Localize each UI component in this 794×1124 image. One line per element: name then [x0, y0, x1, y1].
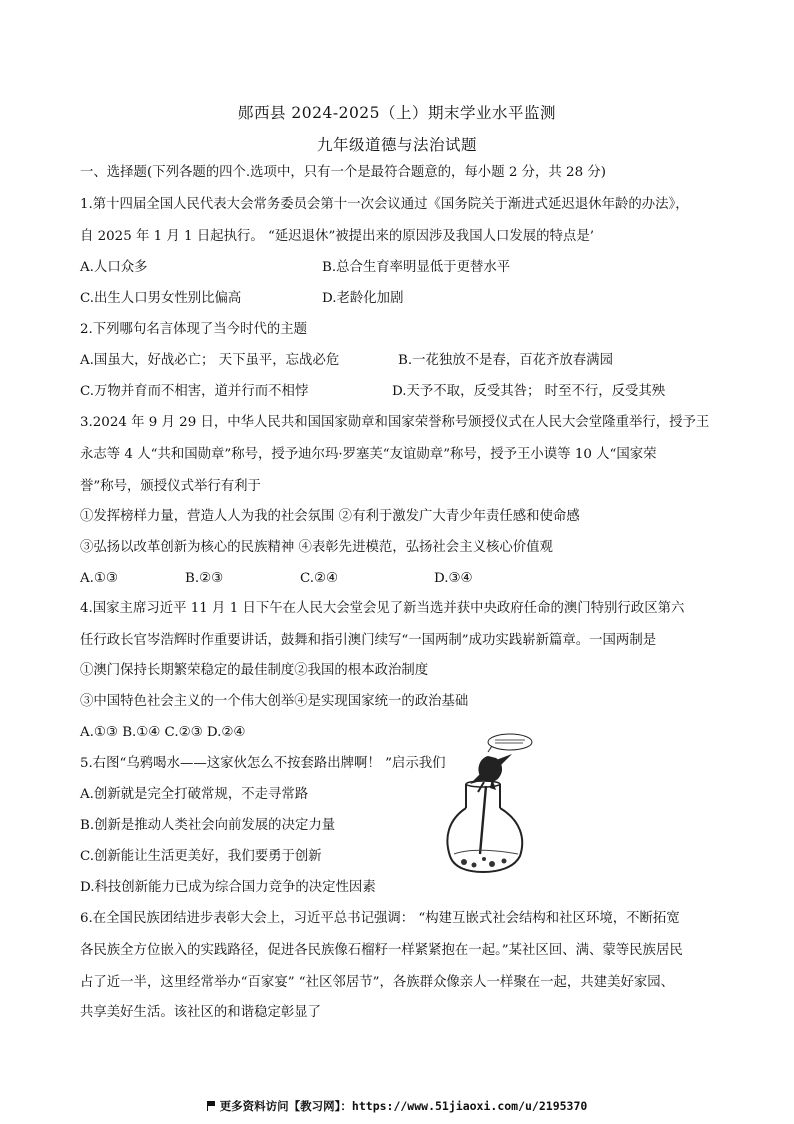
question-4-statements: ①澳门保持长期繁荣稳定的最佳制度②我国的根本政治制度	[80, 663, 429, 678]
question-3-statements: ③弘扬以改革创新为核心的民族精神 ④表彰先进模范，弘扬社会主义核心价值观	[80, 540, 553, 555]
question-5-option-b: B.创新是推动人类社会向前发展的决定力量	[80, 818, 336, 833]
question-6-text: 各民族全方位嵌入的实践路径，促进各民族像石榴籽一样紧紧抱在一起。”某社区回、满、蒙等民族居民	[80, 943, 683, 958]
exam-subtitle: 九年级道德与法治试题	[316, 136, 477, 154]
question-6-text: 共享美好生活。该社区的和谐稳定彰显了	[80, 1005, 322, 1020]
question-4-statements: ③中国特色社会主义的一个伟大创举④是实现国家统一的政治基础	[80, 694, 469, 709]
question-3-text: 永志等 4 人“共和国勋章”称号，授予迪尔玛·罗塞芙“友谊勋章”称号，授予王小谟等 10 人“国家荣	[80, 447, 657, 462]
question-2-option-a: A.国虽大，好战必亡； 天下虽平，忘战必危	[80, 353, 340, 368]
question-3-text: 3.2024 年 9 月 29 日，中华人民共和国国家勋章和国家荣誉称号颁授仪式在人民大会堂隆重举行，授予王	[80, 415, 710, 430]
exam-title: 郧西县 2024-2025（上）期末学业水平监测	[237, 104, 557, 122]
flag-icon	[207, 1101, 216, 1111]
section-heading: 一、选择题(下列各题的四个.选项中，只有一个是最符合题意的，每小题 2 分，共 28 分)	[80, 165, 606, 180]
question-5-option-a: A.创新就是完全打破常规，不走寻常路	[80, 787, 309, 802]
question-2-text: 2.下列哪句名言体现了当今时代的主题	[80, 322, 308, 337]
footer-text: 更多资料访问【教习网】：https://www.51jiaoxi.com/u/2195370	[219, 1099, 588, 1113]
question-2-option-b: B.一花独放不是春，百花齐放春满园	[398, 353, 613, 368]
question-5-option-d: D.科技创新能力已成为综合国力竞争的决定性因素	[80, 880, 376, 895]
question-3-text: 誉”称号，颁授仪式举行有利于	[80, 479, 261, 494]
question-5-text: 5.右图“乌鸦喝水——这家伙怎么不按套路出牌啊！ ”启示我们	[80, 756, 446, 771]
crow-drinking-water-cartoon	[440, 728, 534, 876]
question-4-text: 4.国家主席习近平 11 月 1 日下午在人民大会堂会见了新当选并获中央政府任命的澳门特别行政区第六	[80, 601, 685, 616]
question-1-option-d: D.老龄化加剧	[322, 291, 404, 306]
question-6-text: 占了近一半，这里经常举办“百家宴” “社区邻居节”，各族群众像亲人一样聚在一起，共建美好家园、	[80, 975, 675, 990]
question-1-option-c: C.出生人口男女性别比偏高	[80, 291, 242, 306]
question-4-text: 任行政长官岑浩辉时作重要讲话，鼓舞和指引澳门续写“一国两制”成功实践崭新篇章。一国两制是	[80, 633, 657, 648]
footer-link[interactable]	[0, 1098, 794, 1114]
question-4-options: A.①③ B.①④ C.②③ D.②④	[80, 725, 246, 740]
question-3-option-b: B.②③	[185, 571, 224, 586]
question-3-statements: ①发挥榜样力量，营造人人为我的社会氛围 ②有利于激发广大青少年责任感和使命感	[80, 509, 580, 524]
question-2-option-c: C.万物并育而不相害，道并行而不相悖	[80, 384, 309, 399]
question-3-option-d: D.③④	[434, 571, 473, 586]
question-3-option-a: A.①③	[80, 571, 118, 586]
question-2-option-d: D.天予不取，反受其咎； 时至不行，反受其殃	[392, 384, 666, 399]
question-3-option-c: C.②④	[300, 571, 339, 586]
question-1-text: 1.第十四届全国人民代表大会常务委员会第十一次会议通过《国务院关于渐进式延迟退休年龄的办法》，	[80, 197, 689, 212]
question-6-text: 6.在全国民族团结进步表彰大会上，习近平总书记强调： “构建互嵌式社会结构和社区环境，不断拓宽	[80, 911, 680, 926]
question-1-option-b: B.总合生育率明显低于更替水平	[322, 260, 511, 275]
question-1-option-a: A.人口众多	[80, 260, 148, 275]
question-1-text: 自 2025 年 1 月 1 日起执行。 “延迟退休”被提出来的原因涉及我国人口发展的特点是’	[80, 229, 594, 244]
question-5-option-c: C.创新能让生活更美好，我们要勇于创新	[80, 849, 322, 864]
